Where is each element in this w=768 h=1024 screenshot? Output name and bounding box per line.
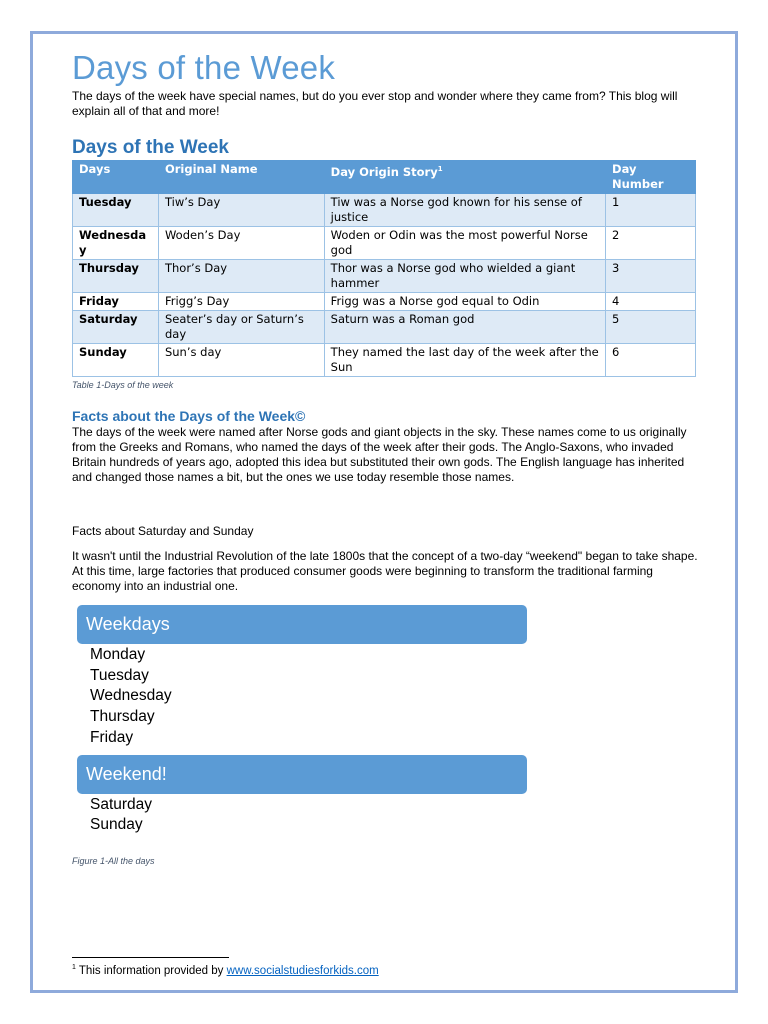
cell-day: Wednesda y	[73, 227, 159, 260]
table-row	[73, 344, 696, 377]
cell-day: Friday	[73, 293, 159, 311]
facts-heading: Facts about the Days of the Week©	[72, 408, 306, 424]
table-row	[73, 260, 696, 293]
footnote-link[interactable]: www.socialstudiesforkids.com	[226, 964, 379, 977]
document-title: Days of the Week	[72, 49, 336, 86]
header-days: Days	[73, 161, 159, 194]
cell-day-number: 1	[606, 194, 696, 227]
cell-original-name: Seater’s day or Saturn’s day	[158, 311, 324, 344]
footnote	[72, 957, 700, 978]
footnote-separator	[72, 957, 229, 958]
footnote-text	[72, 961, 700, 978]
list-item: Sunday	[90, 816, 143, 834]
weekend-subheading: Facts about Saturday and Sunday	[72, 524, 254, 538]
footnote-label: This information provided by	[78, 964, 224, 977]
table-row	[73, 194, 696, 227]
header-day-number: Day Number	[606, 161, 696, 194]
weekend-paragraph: It wasn't until the Industrial Revolution of the late 1800s that the concept of a two-day “weekend" began to take shape. At this time, large factories that produced consumer goods were beginning to transform the traditional farming economy into an industrial one.	[72, 549, 698, 593]
footnote-number: 1	[72, 964, 76, 971]
cell-day-number: 6	[606, 344, 696, 377]
cell-original-name: Thor’s Day	[158, 260, 324, 293]
cell-original-name: Frigg’s Day	[158, 293, 324, 311]
list-item: Saturday	[90, 795, 153, 813]
cell-day-number: 3	[606, 260, 696, 293]
cell-day: Tuesday	[73, 194, 159, 227]
cell-day-number: 5	[606, 311, 696, 344]
days-table	[72, 160, 696, 377]
weekend-list	[90, 794, 700, 842]
table-caption: Table 1-Days of the week	[72, 380, 174, 390]
cell-origin-story: Tiw was a Norse god known for his sense of justice	[324, 194, 605, 227]
cell-original-name: Tiw’s Day	[158, 194, 324, 227]
header-origin-story-label: Day Origin Story	[330, 164, 438, 179]
document-body	[72, 48, 700, 866]
cell-day: Thursday	[73, 260, 159, 293]
cell-original-name: Sun’s day	[158, 344, 324, 377]
weekdays-list	[90, 644, 700, 755]
header-original-name: Original Name	[158, 161, 324, 194]
cell-origin-story: They named the last day of the week after the Sun	[324, 344, 605, 377]
weekdays-header: Weekdays	[77, 605, 527, 644]
list-item: Tuesday	[90, 666, 149, 684]
cell-origin-story: Frigg was a Norse god equal to Odin	[324, 293, 605, 311]
table-heading: Days of the Week	[72, 137, 229, 158]
cell-original-name: Woden’s Day	[158, 227, 324, 260]
intro-paragraph: The days of the week have special names, but do you ever stop and wonder where they came from? This blog will explain all of that and more!	[72, 89, 678, 118]
table-row	[73, 293, 696, 311]
cell-day-number: 2	[606, 227, 696, 260]
weekend-header: Weekend!	[77, 755, 527, 794]
table-header-row	[73, 161, 696, 194]
list-item: Thursday	[90, 708, 155, 726]
cell-origin-story: Saturn was a Roman god	[324, 311, 605, 344]
footnote-reference[interactable]: 1	[437, 165, 443, 173]
cell-day: Saturday	[73, 311, 159, 344]
cell-day-number: 4	[606, 293, 696, 311]
header-origin-story	[324, 161, 605, 194]
cell-day: Sunday	[73, 344, 159, 377]
figure-caption: Figure 1-All the days	[72, 855, 155, 866]
list-item: Wednesday	[90, 687, 172, 705]
cell-origin-story: Woden or Odin was the most powerful Norse god	[324, 227, 605, 260]
table-row	[73, 227, 696, 260]
table-row	[73, 311, 696, 344]
cell-origin-story: Thor was a Norse god who wielded a giant hammer	[324, 260, 605, 293]
facts-paragraph: The days of the week were named after Norse gods and giant objects in the sky. These names come to us originally from the Greeks and Romans, who named the days of the week after their gods. The Anglo-Saxons, who invaded Britain hundreds of years ago, adopted this idea but substituted their own gods. The English language has inherited and changed those names a bit, but the ones we use today resemble those names.	[72, 425, 687, 484]
list-item: Monday	[90, 646, 146, 663]
list-item: Friday	[90, 728, 134, 746]
